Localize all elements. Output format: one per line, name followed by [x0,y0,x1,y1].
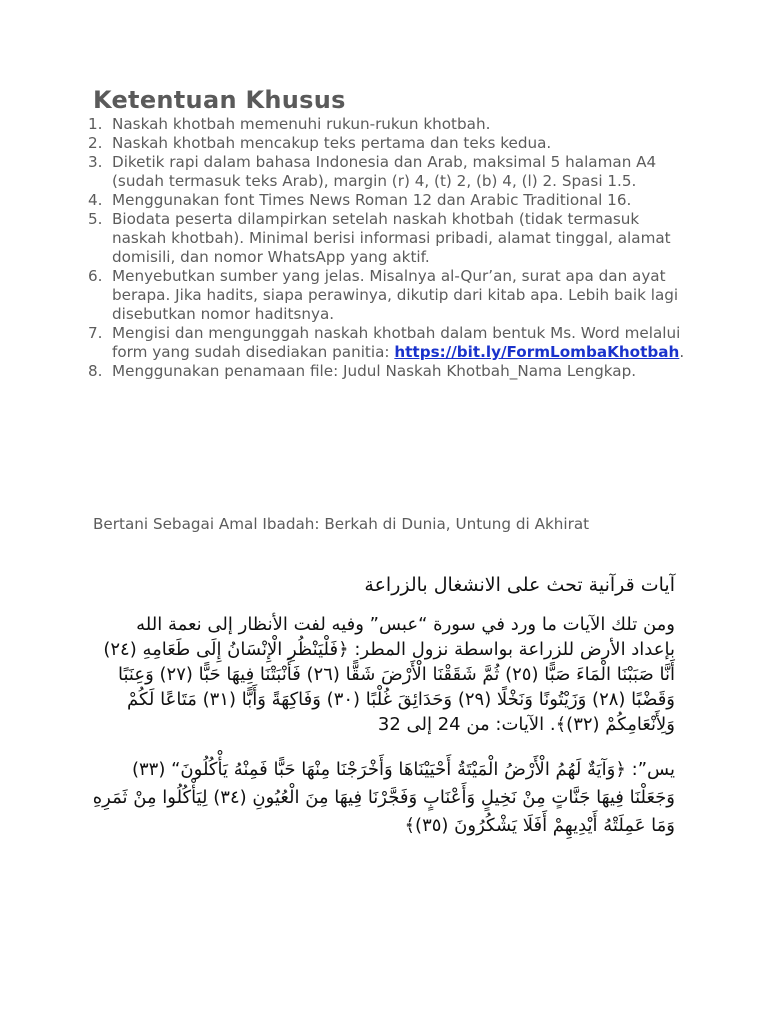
arabic-paragraph-1: ومن تلك الآيات ما ورد في سورة “عبس” وفيه لفت الأنظار إلى نعمة الله بإعداد الأرض للزراعة بواسطة نزول المطر: ﴿فَلْيَنْظُرِ الْإِنْسَانُ إِلَى طَعَامِهِ (٢٤) أَنَّا صَبَبْنَا الْمَاءَ صَبًّا (٢٥) ثُمَّ شَقَقْنَا الْأَرْضَ شَقًّا (٢٦) فَأَنْبَتْنَا فِيهَا حَبًّا (٢٧) وَعِنَبًا وَقَضْبًا (٢٨) وَزَيْتُونًا وَنَخْلًا (٢٩) وَحَدَائِقَ غُلْبًا (٣٠) وَفَاكِهَةً وَأَبًّا (٣١) مَتَاعًا لَكُمْ وَلِأَنْعَامِكُمْ (٣٢)﴾. الآيات: من 24 إلى 32 [103,614,675,735]
list-number: 4. [88,191,103,209]
list-item [88,324,687,362]
arabic-paragraph-2: يس”: ﴿وَآيَةٌ لَهُمُ الْأَرْضُ الْمَيْتَةُ أَحْيَيْنَاهَا وَأَخْرَجْنَا مِنْهَا حَبًّا فَمِنْهُ يَأْكُلُونَ“ (٣٣) وَجَعَلْنَا فِيهَا جَنَّاتٍ مِنْ نَخِيلٍ وَأَعْنَابٍ وَفَجَّرْنَا فِيهَا مِنَ الْعُيُونِ (٣٤) لِيَأْكُلُوا مِنْ ثَمَرِهِ وَمَا عَمِلَتْهُ أَيْدِيهِمْ أَفَلَا يَشْكُرُونَ (٣٥)﴾ [92,759,675,836]
list-number: 5. [88,210,103,228]
form-link[interactable]: https://bit.ly/FormLombaKhotbah [394,343,680,361]
list-item-text: Biodata peserta dilampirkan setelah naskah khotbah (tidak termasuk naskah khotbah). Minimal berisi informasi pribadi, alamat tinggal, alamat domisili, dan nomor WhatsApp yang aktif. [112,210,671,266]
list-item [88,191,687,210]
list-item [88,362,687,381]
list-item [88,134,687,153]
rules-list [88,115,687,381]
list-item-text: Mengisi dan mengunggah naskah khotbah dalam bentuk Ms. Word melalui form yang sudah disediakan panitia: [112,324,681,361]
section-title: Ketentuan Khusus [93,86,346,114]
list-item-text: Naskah khotbah mencakup teks pertama dan teks kedua. [112,134,552,152]
list-item-text: Naskah khotbah memenuhi rukun-rukun khotbah. [112,115,491,133]
list-item-text: Menggunakan penamaan file: Judul Naskah Khotbah_Nama Lengkap. [112,362,637,380]
list-number: 8. [88,362,103,380]
arabic-heading: آيات قرآنية تحث على الانشغال بالزراعة [364,574,675,596]
list-item [88,153,687,191]
list-number: 6. [88,267,103,285]
list-item-text: Diketik rapi dalam bahasa Indonesia dan Arab, maksimal 5 halaman A4 (sudah termasuk teks Arab), margin (r) 4, (t) 2, (b) 4, (l) 2. Spasi 1.5. [112,153,657,190]
list-item [88,115,687,134]
list-item [88,267,687,324]
list-item-text: Menggunakan font Times News Roman 12 dan Arabic Traditional 16. [112,191,632,209]
list-item-suffix: . [679,343,685,361]
list-item [88,210,687,267]
list-number: 7. [88,324,103,342]
list-number: 3. [88,153,103,171]
list-number: 2. [88,134,103,152]
list-number: 1. [88,115,103,133]
list-item-text: Menyebutkan sumber yang jelas. Misalnya al-Qur’an, surat apa dan ayat berapa. Jika hadits, siapa perawinya, dikutip dari kitab apa. Lebih baik lagi disebutkan nomor haditsnya. [112,267,679,323]
sermon-title: Bertani Sebagai Amal Ibadah: Berkah di Dunia, Untung di Akhirat [93,515,590,533]
